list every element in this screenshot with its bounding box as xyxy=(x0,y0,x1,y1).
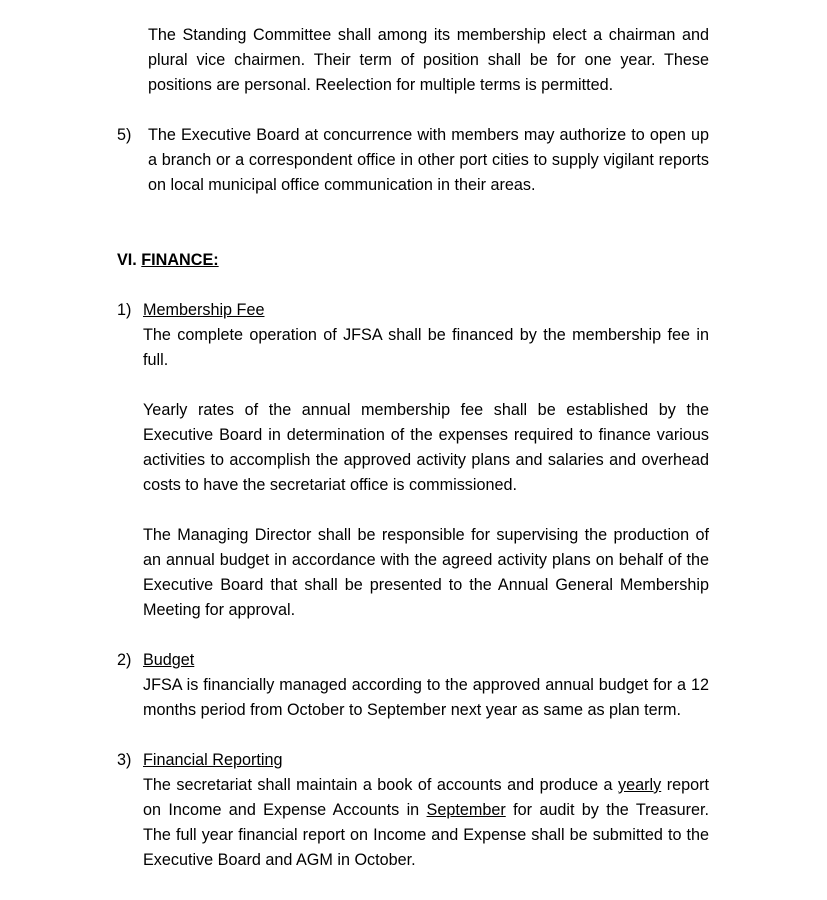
standing-committee-paragraph xyxy=(148,23,709,98)
item-1-heading: Membership Fee xyxy=(143,301,265,319)
item-2-paragraph xyxy=(143,673,709,723)
item-1-paragraph-2 xyxy=(143,398,709,498)
paragraph-text: Yearly rates of the annual membership fee shall be established by the Executive Board in determination of the expenses required to finance various activities to accomplish the approved activity plans and salaries and overhead costs to have the secretariat office is commissioned. xyxy=(143,401,709,494)
item-1-paragraph-1 xyxy=(143,323,709,373)
item-3-number: 3) xyxy=(117,751,132,769)
paragraph-text: The complete operation of JFSA shall be financed by the membership fee in full. xyxy=(143,326,709,369)
text-run: report on Income and Expense Accounts in xyxy=(143,776,709,819)
item-5-paragraph xyxy=(148,123,709,198)
item-3-heading: Financial Reporting xyxy=(143,751,283,769)
item-5-number: 5) xyxy=(117,126,132,144)
item-1-number: 1) xyxy=(117,301,132,319)
paragraph-text: The Standing Committee shall among its membership elect a chairman and plural vice chairmen. Their term of position shall be for one year. These positions are personal. Reelection for multiple terms is permitted. xyxy=(148,26,709,94)
text-run: for audit by the Treasurer. The full year financial report on Income and Expense shall be submitted to the Executive Board and AGM in October. xyxy=(143,801,709,869)
paragraph-text: JFSA is financially managed according to the approved annual budget for a 12 months period from October to September next year as same as plan term. xyxy=(143,676,709,719)
paragraph-text: The Executive Board at concurrence with members may authorize to open up a branch or a correspondent office in other port cities to supply vigilant reports on local municipal office communication in their areas. xyxy=(148,126,709,194)
item-2-number: 2) xyxy=(117,651,132,669)
paragraph-text xyxy=(143,773,709,873)
underlined-word-yearly: yearly xyxy=(618,776,662,794)
item-2-heading: Budget xyxy=(143,651,195,669)
item-1-paragraph-3 xyxy=(143,523,709,623)
section-heading xyxy=(117,248,219,273)
section-title: FINANCE: xyxy=(141,251,219,269)
paragraph-text: The Managing Director shall be responsible for supervising the production of an annual budget in accordance with the agreed activity plans on behalf of the Executive Board that shall be presented to the Annual General Membership Meeting for approval. xyxy=(143,526,709,619)
item-3-paragraph xyxy=(143,773,709,873)
section-number: VI. xyxy=(117,251,137,269)
text-run: The secretariat shall maintain a book of accounts and produce a xyxy=(143,776,619,794)
underlined-word-september: September xyxy=(426,801,506,819)
